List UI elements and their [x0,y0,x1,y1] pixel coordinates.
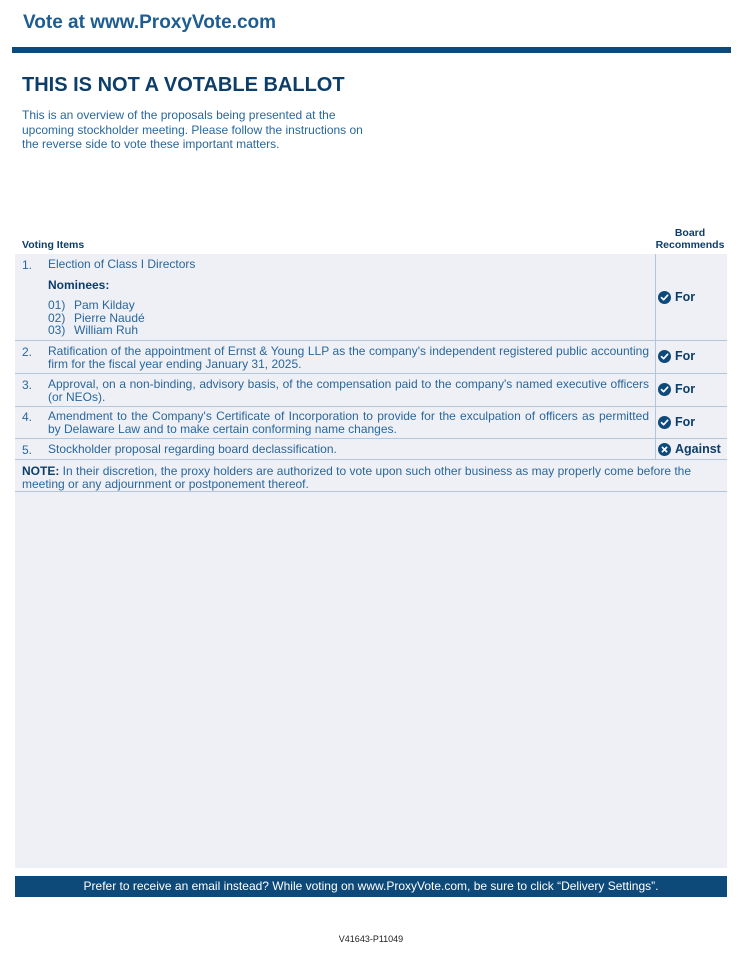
column-divider [655,439,656,459]
nominee-name: Pierre Naudé [74,310,145,325]
recommendation [658,349,695,363]
note-body: In their discretion, the proxy holders are authorized to vote upon such other business as may properly come before the meeting or any adjournment or postponement thereof. [22,464,692,491]
intro-text [22,108,372,152]
recommendation [658,382,695,396]
nominee [48,324,138,337]
column-divider [655,254,656,340]
check-circle-icon [658,383,671,396]
intro-line: This is an overview of the proposals being presented at the [22,108,336,122]
intro-line: upcoming stockholder meeting. Please follow the instructions on [22,122,363,137]
item-number: 1. [22,258,33,272]
voting-item-row [15,439,727,460]
voting-item-row [15,341,727,374]
header-title: Vote at www.ProxyVote.com [23,12,277,33]
recommendation-label: For [675,349,696,363]
document-code: V41643-P11049 [338,934,404,944]
column-divider [655,407,656,438]
board-recommends-header [652,228,728,251]
item-text: Approval, on a non-binding, advisory basis, of the compensation paid to the company's named executive officers (or NEOs). [48,377,649,404]
note-row [15,460,727,492]
item-number: 2. [22,345,33,359]
nominee-name: Pam Kilday [74,298,135,312]
item-text: Stockholder proposal regarding board declassification. [48,442,337,456]
board-recommends-line: Board [674,227,706,239]
page-heading: THIS IS NOT A VOTABLE BALLOT [22,74,345,96]
header-rule [12,47,731,53]
check-circle-icon [658,416,671,429]
voting-items-header: Voting Items [22,239,85,251]
recommendation-label: For [675,382,696,396]
recommendation [658,442,721,456]
voting-item-row [15,407,727,439]
check-circle-icon [658,350,671,363]
nominees-label: Nominees: [48,278,110,292]
nominee-number: 03) [48,323,66,337]
recommendation-label: For [675,290,696,304]
nominee-name: William Ruh [74,323,139,337]
check-circle-icon [658,291,671,304]
recommendation-label: Against [675,442,721,456]
nominee-number: 02) [48,310,66,325]
item-number: 3. [22,378,33,392]
item-number: 5. [22,443,33,457]
recommendation-label: For [675,415,696,429]
item-text: Amendment to the Company's Certificate of Incorporation to provide for the exculpation of officers as permitted by Delaware Law and to make certain conforming name changes. [48,409,649,436]
recommendation [658,415,695,429]
item-number: 4. [22,410,33,424]
item-text: Ratification of the appointment of Ernst & Young LLP as the company's independent registered public accounting firm for the fiscal year ending January 31, 2025. [48,344,649,371]
item-text: Election of Class I Directors [48,257,196,271]
voting-item-row [15,254,727,341]
email-delivery-banner: Prefer to receive an email instead? While voting on www.ProxyVote.com, be sure to click “Delivery Settings”. [15,876,727,897]
note-label: NOTE: [22,464,60,478]
column-divider [655,341,656,373]
voting-item-row [15,374,727,407]
intro-line: the reverse side to vote these important matters. [22,137,280,151]
x-circle-icon [658,443,671,456]
column-divider [655,374,656,406]
note-text [22,465,722,490]
recommendation [658,290,695,304]
nominee-number: 01) [48,298,66,312]
board-recommends-line: Recommends [655,238,725,251]
